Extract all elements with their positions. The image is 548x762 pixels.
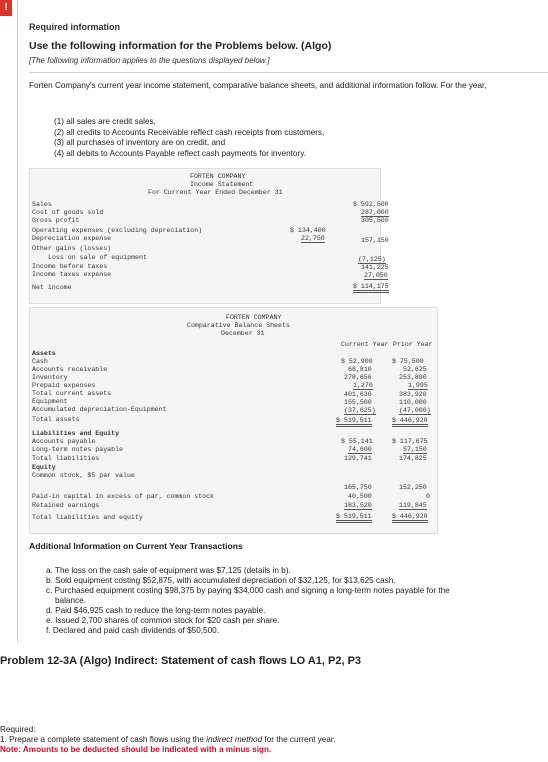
bs-row-current: $ 519,511 [336,417,372,427]
bs-row-label: Cash [32,358,48,365]
is-row-amount: 157,150 [361,237,389,244]
required-item-prefix: 1. Prepare a complete statement of cash flows using the [0,735,207,744]
bs-row-label: Total liabilities and equity [32,514,143,521]
is-row-amount: 141,225 [361,264,389,271]
bs-row-label: Long-term notes payable [32,446,124,453]
bs-row-prior: $ 75,500 [392,358,424,365]
income-statement [29,168,389,304]
bs-row-label: Inventory [32,374,68,381]
additional-item: f. Declared and paid cash dividends of $50,500. [46,626,219,635]
bs-row-current: $ 52,900 [341,358,373,365]
required-heading: Required: [0,725,36,734]
is-row-label: Income taxes expense [32,271,112,278]
additional-item: e. Issued 2,700 shares of common stock for $20 cash per share. [46,616,280,625]
bs-row-label: Accumulated depreciation-Equipment [32,406,167,413]
bs-row-prior: $ 446,920 [392,417,428,427]
bs-row-prior: 119,845 [399,502,427,509]
bs-row-current: 74,600 [348,446,372,453]
bs-row-prior: $ 446,920 [392,513,428,523]
is-row-inner: 22,750 [301,235,325,242]
is-row-amount: 27,050 [364,272,388,279]
additional-item: balance. [55,596,86,605]
required-information-heading: Required information [29,22,121,32]
divider [29,72,548,73]
bs-row-current: 1,270 [353,382,373,389]
bs-row-label: Paid-in capital in excess of par, common stock [32,493,215,500]
bs-row-label: Prepaid expenses [32,382,96,389]
bs-row-label: Total current assets [32,390,112,397]
bs-row-current: 129,741 [344,455,372,462]
bs-row-label: Accounts receivable [32,366,108,373]
bs-row-prior: 57,150 [403,446,427,453]
bs-row-label: Equipment [32,398,68,405]
bs-row-label: Total liabilities [32,455,100,462]
bs-row-current: 68,810 [348,366,372,373]
bs-row-prior: 0 [426,493,430,500]
required-item-suffix: for the current year. [262,735,336,744]
additional-item: d. Paid $46,925 cash to reduce the long-term notes payable. [46,606,266,615]
bs-row-prior: 1,995 [408,382,428,389]
bs-row-current: (37,625) [344,407,376,414]
is-row-amount: 305,500 [361,217,389,224]
applies-note: [The following information applies to the questions displayed below.] [29,56,270,65]
is-row-label: Operating expenses (excluding depreciation) [32,227,203,234]
alert-icon: ! [0,0,12,16]
is-row-amount: $ 114,175 [353,283,389,293]
bs-title: Comparative Balance Sheets [187,322,290,329]
bs-row-current: 165,750 [344,484,372,491]
assumption-item: (1) all sales are credit sales, [54,117,156,126]
bs-row-prior: 152,250 [399,484,427,491]
required-item [0,735,335,745]
is-row-label: Depreciation expense [32,235,112,242]
is-row-inner: $ 134,400 [290,227,326,234]
is-row-label: Income before taxes [32,263,108,270]
is-row-amount: $ 592,500 [353,201,389,208]
use-information-heading: Use the following information for the Problems below. (Algo) [29,40,332,52]
bs-section: Liabilities and Equity [32,430,120,437]
bs-row-current: 155,500 [344,399,372,406]
is-period: For Current Year Ended December 31 [148,189,283,196]
is-row-amount: (7,125) [358,256,386,263]
required-information-panel [17,0,548,642]
balance-sheet [29,307,438,534]
bs-section: Assets [32,350,56,357]
bs-row-prior: 383,920 [399,391,427,398]
is-title: Income Statement [190,181,254,188]
bs-row-current: $ 519,511 [336,513,372,523]
is-row-label: Sales [32,201,52,208]
assumption-item: (3) all purchases of inventory are on credit, and [54,138,226,147]
bs-row-current: 40,500 [348,493,372,500]
bs-row-current: $ 55,141 [341,438,373,445]
additional-info-list [46,566,450,636]
required-section [0,725,335,755]
is-row-amount: 287,000 [361,209,389,216]
additional-item: b. Sold equipment costing $52,875, with accumulated depreciation of $32,125, for $13,625 cash. [46,576,396,585]
bs-section: Equity [32,464,56,471]
is-company: FORTEN COMPANY [190,173,246,180]
required-note: Note: Amounts to be deducted should be indicated with a minus sign. [0,745,272,754]
bs-row-prior: 52,625 [403,366,427,373]
intro-paragraph: Forten Company's current year income statement, comparative balance sheets, and additional information follow. For the year, [29,81,487,90]
bs-row-prior: 174,825 [399,455,427,462]
bs-row-label: Retained earnings [32,502,100,509]
problem-title: Problem 12-3A (Algo) Indirect: Statement of cash flows LO A1, P2, P3 [0,655,362,667]
is-row-label: Other gains (losses) [32,245,112,252]
required-item-italic: indirect method [206,735,263,744]
assumption-item: (2) all credits to Accounts Receivable reflect cash receipts from customers, [54,127,325,137]
additional-info-title: Additional Information on Current Year Transactions [29,541,243,551]
additional-item: a. The loss on the cash sale of equipment was $7,125 (details in b). [46,566,291,575]
bs-row-prior: 253,800 [399,374,427,381]
bs-row-label: Total assets [32,416,80,423]
is-row-label: Loss on sale of equipment [48,254,147,261]
bs-date: December 31 [221,330,265,337]
is-row-label: Cost of goods sold [32,209,104,216]
bs-row-current: 401,636 [344,391,372,398]
is-row-label: Gross profit [32,217,80,224]
bs-row-prior: 110,000 [399,399,427,406]
bs-row-current: 183,520 [344,502,372,509]
bs-row-label: Accounts payable [32,438,96,445]
bs-row-current: 278,656 [344,374,372,381]
assumptions-list [54,117,324,159]
bs-company: FORTEN COMPANY [226,314,282,321]
bs-row-prior: $ 117,675 [392,438,428,445]
is-row-label: Net income [32,284,72,291]
assumption-item: (4) all debits to Accounts Payable reflect cash payments for inventory. [54,148,306,158]
bs-col-prior: Prior Year [393,341,433,348]
additional-item: c. Purchased equipment costing $98,375 by paying $34,000 cash and signing a long-term notes payable for the [46,586,450,595]
bs-row-label: Common stock, $5 par value [32,472,135,479]
bs-col-current: Current Year [341,341,389,348]
bs-row-prior: (47,000) [399,407,431,414]
